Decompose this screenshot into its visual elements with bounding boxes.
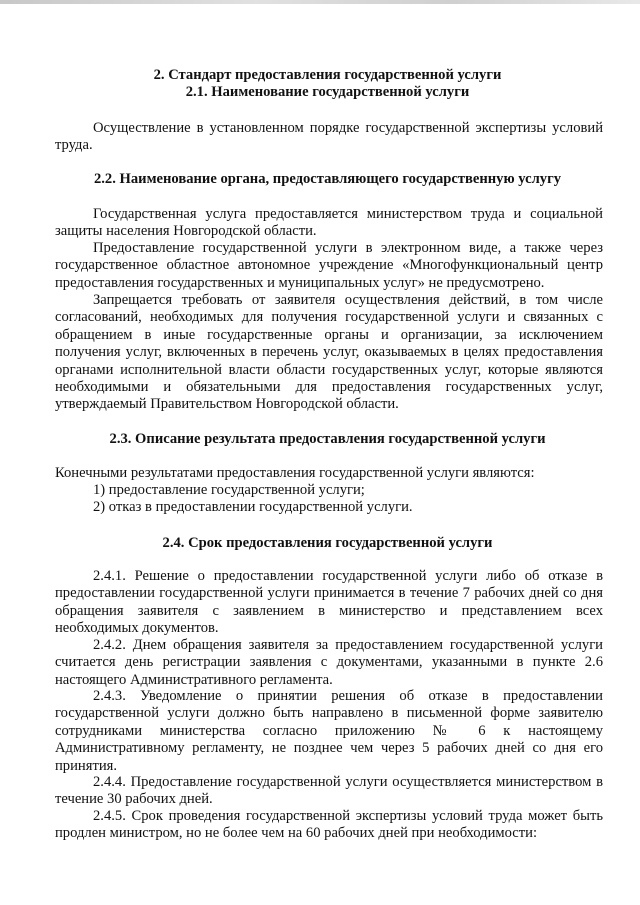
- result-item-2: 2) отказ в предоставлении государственной услуги.: [93, 499, 413, 515]
- section-2-2-paragraph-2: Предоставление государственной услуги в электронном виде, а также через государственное областное автономное учреждение «Многофункциональный центр предоставления государственных и муниципальных услуг» не предусмотрено.: [55, 240, 603, 291]
- section-2-4-heading: 2.4. Срок предоставления государственной услуги: [162, 535, 493, 551]
- section-2-2-heading: 2.2. Наименование органа, предоставляющего государственную услугу: [93, 171, 562, 187]
- section-2-2-paragraph-3: Запрещается требовать от заявителя осуществления действий, в том числе согласований, необходимых для получения государственной услуги и связанных с обращением в иные государственные органы и организации, за исключением получения услуг, включенных в перечень услуг, оказываемых в целях предоставления органами исполнительной власти области государственных услуг, которые являются необходимыми и обязательными для предоставления государственных услуг, утверждаемый Правительством Новгородской области.: [55, 292, 603, 413]
- section-2-3-heading: 2.3. Описание результата предоставления государственной услуги: [109, 431, 546, 447]
- clause-2-4-3: 2.4.3. Уведомление о принятии решения об отказе в предоставлении государственной услуги должно быть направлено в письменной форме заявителю сотрудниками министерства согласно приложению № 6 к настоящему Административному регламенту, не позднее чем через 5 рабочих дней со дня его принятия.: [55, 688, 603, 774]
- section-2-3-intro: Конечными результатами предоставления государственной услуги являются:: [55, 465, 535, 481]
- clause-2-4-1: 2.4.1. Решение о предоставлении государственной услуги либо об отказе в предоставлении государственной услуги принимается в течение 7 рабочих дней со дня обращения заявителя с заявлением в министерство и представлением всех необходимых документов.: [55, 568, 603, 637]
- section-2-heading: 2. Стандарт предоставления государственной услуги: [153, 67, 502, 83]
- section-2-1-text: Осуществление в установленном порядке государственной экспертизы условий труда.: [55, 120, 603, 154]
- clause-2-4-5: 2.4.5. Срок проведения государственной экспертизы условий труда может быть продлен министром, но не более чем на 60 рабочих дней при необходимости:: [55, 808, 603, 842]
- section-2-1-heading: 2.1. Наименование государственной услуги: [185, 84, 470, 100]
- clause-2-4-2: 2.4.2. Днем обращения заявителя за предоставлением государственной услуги считается день регистрации заявления с документами, указанными в пункте 2.6 настоящего Административного регламента.: [55, 637, 603, 688]
- section-2-2-paragraph-1: Государственная услуга предоставляется министерством труда и социальной защиты населения Новгородской области.: [55, 206, 603, 240]
- result-item-1: 1) предоставление государственной услуги;: [93, 482, 365, 498]
- clause-2-4-4: 2.4.4. Предоставление государственной услуги осуществляется министерством в течение 30 рабочих дней.: [55, 774, 603, 808]
